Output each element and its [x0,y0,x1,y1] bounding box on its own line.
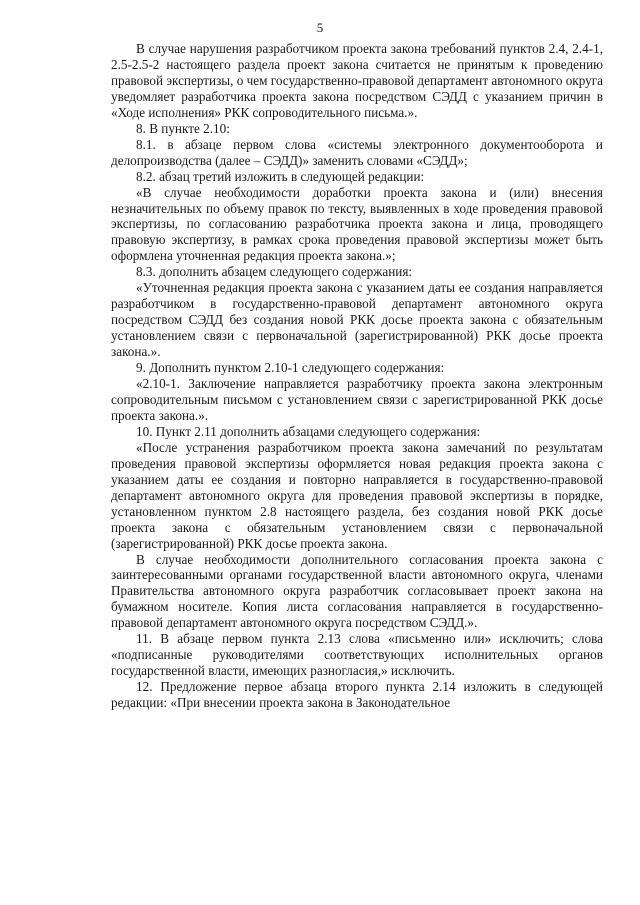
document-body [111,41,603,711]
paragraph-item-8-2: 8.2. абзац третий изложить в следующей редакции: [136,168,425,184]
paragraph-item-8-3-text: «Уточненная редакция проекта закона с указанием даты ее создания направляется разработчиком в государственно-правовой департамент автономного округа посредством СЭДД без создания новой РКК досье проекта закона с обязательным установлением связи с первоначальной (зарегистрированной) РКК досье проекта закона.». [111,280,603,360]
paragraph-item-8-2-text: «В случае необходимости доработки проекта закона и (или) внесения незначительных по объему правок по тексту, выявленных в ходе проведения правовой экспертизы, по согласованию разработчика проекта закона и лица, проводящего правовую экспертизу, в рамках срока проведения правовой экспертизы может быть оформлена уточненная редакция проекта закона.»; [111,184,603,264]
paragraph-item-9: 9. Дополнить пунктом 2.10-1 следующего содержания: [136,360,445,376]
paragraph-item-9-text: «2.10-1. Заключение направляется разработчику проекта закона электронным сопроводительным письмом с установлением связи с зарегистрированной РКК досье проекта закона.». [111,376,603,423]
paragraph-item-10-text-2: В случае необходимости дополнительного согласования проекта закона с заинтересованными органами государственной власти автономного округа, членами Правительства автономного округа разработчик согласовывает проект закона на бумажном носителе. Копия листа согласования направляется в государственно-правовой департамент автономного округа посредством СЭДД.». [111,551,603,631]
paragraph-item-8-1: 8.1. в абзаце первом слова «системы электронного документооборота и делопроизводства (далее – СЭДД)» заменить словами «СЭДД»; [111,136,603,168]
paragraph-item-8-3: 8.3. дополнить абзацем следующего содержания: [136,264,413,280]
paragraph-item-12: 12. Предложение первое абзаца второго пункта 2.14 изложить в следующей редакции: «При внесении проекта закона в Законодательное [111,679,603,711]
paragraph-item-10-text-1: «После устранения разработчиком проекта закона замечаний по результатам проведения правовой экспертизы оформляется новая редакция проекта закона с указанием даты ее создания и повторно направляется в государственно-правовой департамент автономного округа для проведения правовой экспертизы в порядке, установленном пунктом 2.8 настоящего раздела, без создания новой РКК досье проекта закона с обязательным установлением связи с первоначальной (зарегистрированной) РКК досье проекта закона. [111,439,603,551]
paragraph-item-10: 10. Пункт 2.11 дополнить абзацами следующего содержания: [136,423,481,439]
paragraph-violation-notice: В случае нарушения разработчиком проекта закона требований пунктов 2.4, 2.4-1, 2.5-2.5-2 настоящего раздела проект закона считается не принятым к проведению правовой экспертизы, о чем государственно-правовой департамент автономного округа уведомляет разработчика проекта закона посредством СЭДД с указанием причин в «Ходе исполнения» РКК сопроводительного письма.». [111,41,603,120]
paragraph-item-8: 8. В пункте 2.10: [136,120,230,136]
paragraph-item-11: 11. В абзаце первом пункта 2.13 слова «письменно или» исключить; слова «подписанные руководителями соответствующих исполнительных органов государственной власти, имеющих разногласия,» исключить. [111,631,603,679]
page-number: 5 [316,20,324,35]
